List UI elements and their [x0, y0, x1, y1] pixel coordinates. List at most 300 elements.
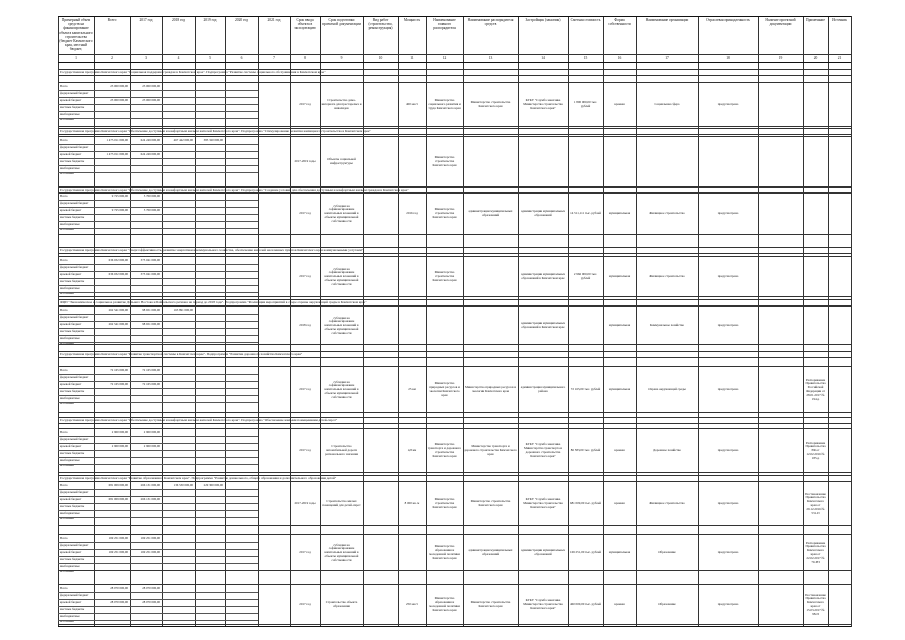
cell-text: 681 009,00 тыс. рублей [569, 501, 602, 506]
source-label: краевой бюджет [60, 272, 82, 276]
cell-text: предусмотрено [717, 501, 739, 506]
column-header: Срок ввода объекта в эксплуатацию [294, 18, 316, 31]
value-regional: 23 000 000,00 [110, 98, 128, 102]
banner-line [58, 357, 851, 358]
source-row-line [58, 172, 258, 173]
cell-text: краевая [614, 602, 625, 607]
cell-text: 2017-2019 годы [294, 501, 316, 506]
value-v2017: 266 131 000,00 [140, 483, 160, 487]
cell-power [399, 86, 425, 124]
program-banner: Государственная программа Камчатского края "Развитие образования в Камчатском крае". Подпрограмма "Развитие дошкольного, общего образования и дополнительного образования детей" [60, 476, 337, 480]
cell-note [804, 196, 827, 232]
cell-text: Распоряжение Правительства РФ от 12.02.2016 № 185-р [805, 440, 826, 460]
header-top-border [58, 16, 851, 17]
cell-period [291, 432, 319, 470]
source-label: Всего [60, 84, 68, 88]
cell-dist [464, 86, 517, 124]
cell-text: 2017 год [299, 387, 311, 392]
block-top-line [58, 82, 851, 83]
source-label: федеральный бюджет [60, 145, 89, 149]
value-v2017: 23 000 000,00 [142, 84, 160, 88]
cell-text: Распоряжение Правительства Российской Федерации от 28.01.2017 № 194-р [805, 377, 826, 401]
cell-own [604, 538, 635, 568]
source-label: внебюджетные источники [60, 564, 80, 573]
source-label: Всего [60, 138, 68, 142]
banner-line [58, 75, 851, 76]
cell-cost [569, 432, 602, 470]
cell-desc [321, 86, 362, 124]
cell-desc [321, 196, 362, 232]
cell-text: 86 583,00 тыс. рублей [570, 448, 601, 453]
cell-text: КГКУ "Служба заказчика Министерства строительства Камчатского края" [523, 497, 563, 509]
cell-text: 8 000 кв. м [404, 501, 420, 506]
column-number: 17 [665, 56, 669, 60]
column-header: Отраслевая принадлежность [706, 18, 750, 22]
cell-own [604, 196, 635, 232]
source-label: Всего [60, 368, 68, 372]
cell-text: 2017 год [299, 274, 311, 279]
cell-text: 2018 год [299, 323, 311, 328]
source-row-line [58, 342, 258, 343]
grid-column-line [758, 16, 759, 627]
cell-field [637, 310, 697, 342]
source-label: внебюджетные источники [60, 458, 80, 467]
column-header: 2018 год [172, 18, 185, 22]
cell-text: Министерство транспорта и дорожного строительства Камчатского края [464, 444, 517, 456]
source-label: Всего [60, 536, 68, 540]
cell-desc [321, 260, 362, 294]
cell-cost [569, 588, 602, 622]
block-bottom-line [58, 412, 851, 413]
source-label: федеральный бюджет [60, 375, 89, 379]
column-header: Наименование организации [645, 18, 689, 22]
cell-own [604, 86, 635, 124]
cell-text: Министерство строительства Камчатского края [432, 207, 457, 219]
source-row-line [58, 517, 258, 518]
program-banner: Государственная программа Камчатского края "Развитие транспортной системы в Камчатском крае". Подпрограмма "Развитие дорожного хозяйства Камчатского края" [60, 352, 303, 356]
cell-text: Министерство образования и молодежной политики Камчатского края [429, 544, 460, 560]
block-top-line [58, 192, 851, 193]
cell-text: 2017 год [299, 602, 311, 607]
cell-note [804, 310, 827, 342]
cell-text: 2017 год [299, 211, 311, 216]
cell-period [291, 370, 319, 410]
column-header: 2021 год [267, 18, 281, 22]
value-regional-2017: 169 251 000,00 [140, 550, 160, 554]
value-v2017: 2 900 000,00 [143, 430, 160, 434]
cell-text: Постановление Правительства Камчатского края от 15.03.2017 № 98-П [805, 592, 826, 616]
cell-own [604, 432, 635, 470]
value-v2018: 136 530 000,00 [173, 483, 193, 487]
banner-line [58, 423, 851, 424]
cell-text: 72 165,00 тыс. рублей [570, 387, 601, 392]
block-top-line [58, 534, 851, 535]
value-regional: 169 251 000,00 [108, 550, 128, 554]
grid-column-line [363, 16, 364, 627]
grid-column-line [851, 16, 852, 627]
cell-text: предусмотрено [717, 387, 739, 392]
source-label: федеральный бюджет [60, 437, 89, 441]
column-number: 20 [813, 56, 818, 60]
cell-cost [569, 196, 602, 232]
cell-zak [519, 140, 567, 184]
cell-text: Министерство строительства Камчатского края [432, 270, 457, 282]
cell-zak [519, 310, 567, 342]
cell-text: Министерство строительства Камчатского края [432, 497, 457, 509]
value-regional: 28 070 000,00 [110, 600, 128, 604]
cell-period [291, 196, 319, 232]
cell-dist [464, 140, 517, 184]
cell-cost [569, 86, 602, 124]
cell-text: предусмотрено [717, 102, 739, 107]
source-label: федеральный бюджет [60, 593, 89, 597]
cell-desc [321, 370, 362, 410]
cell-org [427, 260, 462, 294]
source-label: федеральный бюджет [60, 543, 89, 547]
block-bottom-line [58, 624, 851, 625]
cell-power [399, 260, 425, 294]
column-number: 10 [378, 56, 383, 60]
cell-power [399, 370, 425, 410]
value-v2019: 229 300 000,00 [203, 483, 223, 487]
source-label: внебюджетные источники [60, 511, 80, 520]
source-label: местные бюджеты [60, 389, 85, 393]
cell-cost [569, 310, 602, 342]
cell-org [427, 538, 462, 568]
cell-text: предусмотрено [717, 448, 739, 453]
cell-field [637, 588, 697, 622]
cell-text: администрации муниципальных образований [520, 209, 565, 217]
cell-org [427, 370, 462, 410]
value-total: 1 475 011 000,00 [106, 138, 128, 142]
cell-cost [569, 140, 602, 184]
column-number: 15 [583, 56, 588, 60]
source-label: внебюджетные источники [60, 222, 80, 231]
cell-desc [321, 485, 362, 523]
value-v2017: 98 651 000,00 [142, 308, 160, 312]
column-header: Наличие проектной документации [765, 18, 796, 27]
value-v2019: 383 320 000,00 [203, 138, 223, 142]
value-regional: 72 165 000,00 [110, 382, 128, 386]
cell-text: 2017-2019 годы [294, 159, 316, 164]
cell-text: Распоряжение Правительства Камчатского края от 22.02.2017 № 70-РП [805, 540, 826, 564]
cell-text: Жилищное строительство [649, 211, 685, 216]
block-top-line [58, 136, 851, 137]
value-v2017: 375 041 000,00 [140, 258, 160, 262]
source-row-line [58, 292, 258, 293]
value-v2018: 467 442 000,00 [173, 138, 193, 142]
block-top-line [58, 481, 851, 482]
cell-own [604, 588, 635, 622]
column-header: Примерный объем средств на финансирование объекта капитального строительства (бюджет Камчатского края, местный бюджет, [59, 18, 93, 52]
source-label: краевой бюджет [60, 444, 82, 448]
header-bottom-border [58, 54, 851, 55]
value-regional: 1 475 011 000,00 [106, 152, 128, 156]
cell-dist [464, 196, 517, 232]
cell-zak [519, 485, 567, 523]
cell-note [804, 538, 827, 568]
cell-text: Министерство образования и молодежной политики Камчатского края [429, 596, 460, 612]
cell-org [427, 432, 462, 470]
program-banner: Государственная программа Камчатского края "Обеспечение доступным и комфортным жильем жителей Камчатского края". Подпрограмма "Обеспечение жилыми помещениями детей-сирот" [60, 418, 338, 422]
source-label: краевой бюджет [60, 497, 82, 501]
source-label: внебюджетные источники [60, 286, 80, 295]
column-header: Срок подготовки проектной документации [322, 18, 361, 27]
source-label: местные бюджеты [60, 105, 85, 109]
program-banner: Государственная программа Камчатского края "Социальная поддержка граждан в Камчатском крае". Подпрограмма "Развитие системы социального обслуживания в Камчатском крае" [60, 70, 326, 74]
source-label: краевой бюджет [60, 98, 82, 102]
block-bottom-line [58, 186, 851, 187]
column-number: 21 [837, 56, 842, 60]
cell-proj [699, 370, 757, 410]
header-number-border [58, 62, 851, 63]
cell-org [427, 86, 462, 124]
value-total: 23 000 000,00 [110, 84, 128, 88]
column-number: 9 [340, 56, 343, 60]
cell-text: 2 966 000,00 тыс. рублей [573, 272, 598, 280]
cell-note [804, 432, 827, 470]
source-label: Всего [60, 194, 68, 198]
cell-text: Жилищное строительство [649, 501, 685, 506]
value-v2017: 28 070 000,00 [142, 586, 160, 590]
cell-power [399, 310, 425, 342]
value-regional-2017: 624 249 000,00 [140, 152, 160, 156]
cell-org [427, 310, 462, 342]
cell-period [291, 485, 319, 523]
cell-text: 460 000,00 тыс. рублей [569, 602, 602, 607]
cell-period [291, 588, 319, 622]
cell-text: краевая [614, 501, 625, 506]
value-total: 636 032 000,00 [108, 258, 128, 262]
cell-text: муниципальная [608, 387, 631, 392]
cell-text: Образование [658, 550, 676, 555]
cell-text: администрации муниципальных образований [520, 548, 565, 556]
cell-text: Министерство строительства Камчатского края [432, 155, 457, 167]
value-v2017: 169 251 000,00 [140, 536, 160, 540]
column-number: 3 [145, 56, 147, 60]
cell-power [399, 588, 425, 622]
column-header: 2020 год [235, 18, 248, 22]
cell-proj [699, 310, 757, 342]
cell-text: 1 800 000,00 тыс. рублей [573, 100, 598, 108]
value-v2017: 72 165 000,00 [142, 368, 160, 372]
source-label: краевой бюджет [60, 322, 82, 326]
value-regional-2017: 2 900 000,00 [143, 444, 160, 448]
cell-zak [519, 196, 567, 232]
column-number: 11 [410, 56, 414, 60]
source-label: Всего [60, 483, 68, 487]
cell-org [427, 196, 462, 232]
cell-text: 2017 год [299, 102, 311, 107]
column-number: 18 [726, 56, 730, 60]
cell-cost [569, 370, 602, 410]
cell-text: администрации муниципальных образований [468, 548, 513, 556]
cell-org [427, 485, 462, 523]
column-number: 19 [778, 56, 783, 60]
cell-field [637, 196, 697, 232]
spreadsheet-sheet [58, 16, 851, 627]
value-total: 9 725 000,00 [111, 194, 128, 198]
value-regional: 636 032 000,00 [108, 272, 128, 276]
source-row-line [58, 402, 258, 403]
source-row-line [58, 118, 258, 119]
column-number: 2 [111, 56, 113, 60]
block-bottom-line [58, 525, 851, 526]
cell-period [291, 538, 319, 568]
cell-note [804, 370, 827, 410]
cell-zak [519, 538, 567, 568]
banner-line [58, 253, 851, 254]
cell-text: Дорожное хозяйство [652, 448, 681, 453]
cell-text: КГКУ "Служба заказчика Министерства транспорта и дорожного строительства Камчатского края" [523, 442, 562, 458]
source-label: внебюджетные источники [60, 166, 80, 175]
source-label: краевой бюджет [60, 600, 82, 604]
cell-text: 169 251,00 тыс. рублей [569, 550, 602, 555]
column-header: Сметная стоимость [570, 18, 601, 22]
cell-text: субсидии на софинансирование капитальных вложений в объекты муниципальной собственности [324, 542, 359, 562]
value-regional-2017: 266 131 000,00 [140, 497, 160, 501]
cell-text: Коммунальное хозяйство [649, 323, 685, 328]
column-header: Всего [107, 18, 117, 22]
cell-zak [519, 432, 567, 470]
cell-note [804, 140, 827, 184]
cell-text: краевая [614, 448, 625, 453]
value-v2017: 624 249 000,00 [140, 138, 160, 142]
column-header: Наименование главного распорядителя [433, 18, 456, 31]
block-bottom-line [58, 234, 851, 235]
cell-text: муниципальная [608, 323, 631, 328]
cell-text: Министерство природных ресурсов и экологии Камчатского края [429, 381, 460, 397]
cell-text: 250 мест [406, 602, 418, 607]
value-total: 28 070 000,00 [110, 586, 128, 590]
cell-proj [699, 196, 757, 232]
cell-text: КГКУ "Служба заказчика Министерства строительства Камчатского края" [523, 98, 563, 110]
cell-text: Строительство объекта образования [325, 600, 358, 608]
cell-dist [464, 485, 517, 523]
cell-text: Строительство автомобильной дороги регионального значения [325, 444, 358, 456]
source-label: федеральный бюджет [60, 265, 89, 269]
value-total: 262 541 000,00 [108, 308, 128, 312]
value-regional: 262 541 000,00 [108, 322, 128, 326]
block-bottom-line [58, 344, 851, 345]
cell-text: Объекты социальной инфраструктуры [327, 157, 356, 165]
cell-dist [464, 260, 517, 294]
source-label: краевой бюджет [60, 550, 82, 554]
cell-text: субсидии на софинансирование капитальных вложений в объекты муниципальной собственности [324, 266, 359, 286]
cell-field [637, 485, 697, 523]
source-label: краевой бюджет [60, 208, 82, 212]
cell-text: Министерство транспорта и дорожного строительства Камчатского края [427, 442, 462, 458]
cell-text: Строительство жилых помещений для детей-сирот [322, 499, 361, 507]
block-bottom-line [58, 126, 851, 127]
cell-text: предусмотрено [717, 550, 739, 555]
column-header: Примечание [806, 18, 825, 22]
cell-org [427, 588, 462, 622]
cell-text: администрации муниципальных образований в Камчатском крае [520, 321, 565, 329]
source-row-line [58, 464, 258, 465]
value-v2018: 163 891 000,00 [173, 308, 193, 312]
cell-text: Образование [658, 602, 676, 607]
grid-column-line [258, 16, 259, 627]
cell-text: Строительство дома-интерната для престарелых и инвалидов [321, 98, 362, 110]
cell-text: 25 км [408, 387, 416, 392]
cell-text: Постановление Правительства Камчатского края от 29.12.2016 № 531-П [805, 491, 826, 515]
cell-text: субсидии на софинансирование капитальных вложений в объекты муниципальной собственности [324, 315, 359, 335]
banner-line [58, 193, 851, 194]
cell-text: администрации муниципальных образований в Камчатском крае [520, 272, 565, 280]
cell-power [399, 538, 425, 568]
source-label: местные бюджеты [60, 557, 85, 561]
source-row-line [58, 620, 258, 621]
cell-text: Министерство строительства Камчатского края [470, 499, 511, 507]
source-label: Всего [60, 430, 68, 434]
block-top-line [58, 256, 851, 257]
cell-text: субсидии на софинансирование капитальных вложений в объекты муниципальной собственности [324, 379, 359, 399]
value-regional-2017: 5 700 000,00 [143, 208, 160, 212]
source-label: внебюджетные источники [60, 336, 80, 345]
cell-text: Министерство строительства Камчатского края [470, 100, 511, 108]
cell-power [399, 140, 425, 184]
source-label: краевой бюджет [60, 382, 82, 386]
cell-text: 2017 год [299, 550, 311, 555]
column-header: 2019 год [203, 18, 217, 22]
cell-power [399, 432, 425, 470]
cell-proj [699, 140, 757, 184]
source-label: федеральный бюджет [60, 91, 89, 95]
cell-period [291, 310, 319, 342]
column-header: Форма собственности [608, 18, 631, 27]
cell-note [804, 485, 827, 523]
banner-line [58, 134, 851, 135]
cell-text: муниципальная [608, 550, 631, 555]
cell-period [291, 140, 319, 184]
cell-desc [321, 310, 362, 342]
cell-text: предусмотрено [717, 323, 739, 328]
value-regional-2017: 23 000 000,00 [142, 98, 160, 102]
cell-cost [569, 538, 602, 568]
cell-dist [464, 310, 517, 342]
column-number: 5 [209, 56, 211, 60]
block-bottom-line [58, 472, 851, 473]
block-top-line [58, 366, 851, 367]
cell-own [604, 310, 635, 342]
column-header: Наименование распорядителя средств [467, 18, 514, 27]
value-regional-2017: 98 651 000,00 [142, 322, 160, 326]
cell-org [427, 140, 462, 184]
cell-proj [699, 432, 757, 470]
source-label: краевой бюджет [60, 152, 82, 156]
block-top-line [58, 428, 851, 429]
column-number: 14 [541, 56, 545, 60]
source-label: местные бюджеты [60, 279, 85, 283]
source-label: внебюджетные источники [60, 614, 80, 623]
value-v2017: 5 700 000,00 [143, 194, 160, 198]
cell-field [637, 432, 697, 470]
cell-field [637, 370, 697, 410]
block-top-line [58, 306, 851, 307]
cell-text: Охрана окружающей среды [648, 387, 686, 392]
cell-note [804, 86, 827, 124]
value-total: 72 165 000,00 [110, 368, 128, 372]
cell-dist [464, 432, 517, 470]
value-regional-2017: 375 041 000,00 [140, 272, 160, 276]
cell-text: предусмотрено [717, 602, 739, 607]
cell-field [637, 538, 697, 568]
program-banner: Государственная программа Камчатского края "Энергоэффективность, развитие энергетики и коммунального хозяйства, обеспечение жителей населенных пунктов Камчатского края коммунальными услугами" [60, 248, 364, 252]
column-number: 4 [177, 56, 180, 60]
cell-cost [569, 260, 602, 294]
column-header: Вид работ (строительство, реконструкция) [368, 18, 393, 31]
